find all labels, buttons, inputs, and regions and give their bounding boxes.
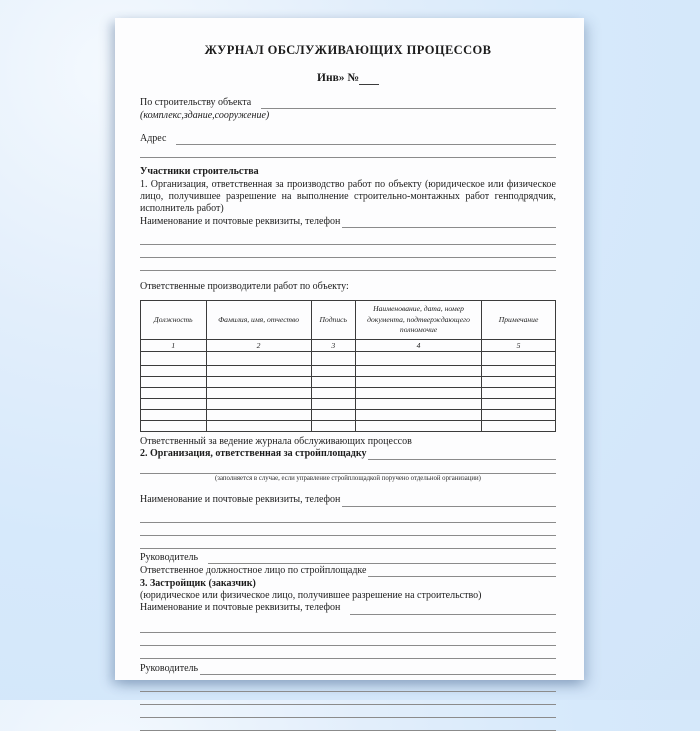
- responsible-producers-table: [140, 300, 556, 432]
- writing-line: [140, 633, 556, 646]
- field-name-requisites-2: [140, 494, 556, 506]
- table-row: [141, 351, 556, 365]
- table-cell-empty: [355, 387, 481, 398]
- field-address: [140, 133, 556, 145]
- writing-line: [140, 460, 556, 474]
- document-content: [115, 18, 584, 680]
- writing-line: [140, 536, 556, 549]
- field-name-requisites-3: [140, 602, 556, 614]
- table-cell-empty: [355, 420, 481, 431]
- table-cell-empty: [206, 409, 311, 420]
- table-cell-empty: [482, 420, 556, 431]
- table-cell-empty: [206, 376, 311, 387]
- table-cell-empty: [311, 398, 355, 409]
- table-cell-empty: [482, 376, 556, 387]
- writing-line: [140, 679, 556, 692]
- table-cell-empty: [206, 387, 311, 398]
- writing-line: [350, 604, 556, 615]
- table-cell-empty: [206, 420, 311, 431]
- section3-subtitle: (юридическое или физическое лицо, получившее разрешение на строительство): [140, 590, 482, 602]
- writing-line: [140, 705, 556, 718]
- field-name-requisites-label: Наименование и почтовые реквизиты, телефон: [140, 215, 341, 227]
- table-header-position: Должность: [141, 300, 207, 339]
- writing-line: [342, 496, 556, 507]
- field-official: [140, 565, 556, 577]
- inventory-number-blank: [359, 74, 379, 85]
- table-cell-empty: [482, 387, 556, 398]
- table-column-number: 5: [482, 339, 556, 351]
- table-header-signature: Подпись: [311, 300, 355, 339]
- section2-heading: 2. Организация, ответственная за стройплощадку: [140, 448, 367, 460]
- table-row: [141, 387, 556, 398]
- table-cell-empty: [206, 351, 311, 365]
- participants-heading: Участники строительства: [140, 165, 259, 177]
- table-cell-empty: [311, 409, 355, 420]
- table-row: [141, 420, 556, 431]
- table-cell-empty: [355, 409, 481, 420]
- field-object-subtitle: (комплекс,здание,сооружение): [140, 110, 270, 122]
- writing-line: [368, 449, 556, 460]
- table-cell-empty: [482, 351, 556, 365]
- table-cell-empty: [141, 365, 207, 376]
- table-row: [141, 376, 556, 387]
- table-column-numbers-row: [141, 339, 556, 351]
- table-row: [141, 409, 556, 420]
- table-caption: Ответственные производители работ по объекту:: [140, 280, 349, 292]
- writing-line: [200, 664, 556, 675]
- table-cell-empty: [141, 376, 207, 387]
- table-header-fullname: Фамилия, имя, отчество: [206, 300, 311, 339]
- writing-line: [261, 98, 556, 109]
- writing-line: [342, 217, 556, 228]
- field-leader-1: [140, 552, 556, 564]
- field-leader-2: [140, 663, 556, 675]
- section3-heading: 3. Застройщик (заказчик): [140, 578, 256, 590]
- writing-line: [208, 553, 556, 564]
- table-cell-empty: [311, 376, 355, 387]
- field-object-label: По строительству объекта: [140, 97, 252, 109]
- writing-line: [140, 718, 556, 731]
- writing-line: [140, 245, 556, 258]
- inventory-number: [140, 71, 556, 85]
- writing-line: [176, 134, 556, 145]
- field-leader-label: Руководитель: [140, 551, 199, 563]
- writing-line: [140, 523, 556, 536]
- table-cell-empty: [482, 409, 556, 420]
- table-cell-empty: [206, 365, 311, 376]
- table-cell-empty: [355, 376, 481, 387]
- table-cell-empty: [311, 387, 355, 398]
- section2-heading-row: [140, 448, 556, 460]
- table-cell-empty: [311, 351, 355, 365]
- field-leader-label: Руководитель: [140, 662, 199, 674]
- journal-keeper-label: Ответственный за ведение журнала обслуживающих процессов: [140, 435, 412, 447]
- table-column-number: 2: [206, 339, 311, 351]
- field-name-requisites-label: Наименование и почтовые реквизиты, телефон: [140, 494, 341, 506]
- table-column-number: 4: [355, 339, 481, 351]
- table-header-note: Примечание: [482, 300, 556, 339]
- writing-line: [140, 258, 556, 271]
- document-page: [115, 18, 584, 680]
- table-cell-empty: [355, 351, 481, 365]
- table-cell-empty: [311, 420, 355, 431]
- table-cell-empty: [141, 351, 207, 365]
- writing-line: [140, 620, 556, 633]
- table-row: [141, 365, 556, 376]
- writing-line: [140, 232, 556, 245]
- table-cell-empty: [355, 398, 481, 409]
- inventory-number-label: Инв» №: [317, 72, 359, 85]
- writing-line: [368, 566, 556, 577]
- field-address-label: Адрес: [140, 132, 167, 144]
- table-cell-empty: [141, 387, 207, 398]
- table-cell-empty: [141, 420, 207, 431]
- table-column-number: 3: [311, 339, 355, 351]
- table-cell-empty: [355, 365, 481, 376]
- table-empty-body: [141, 351, 556, 431]
- writing-line: [140, 145, 556, 158]
- table-row: [141, 398, 556, 409]
- table-header-row: [141, 300, 556, 339]
- field-official-label: Ответственное должностное лицо по стройплощадке: [140, 564, 367, 576]
- writing-line: [140, 646, 556, 659]
- table-cell-empty: [311, 365, 355, 376]
- table-cell-empty: [206, 398, 311, 409]
- table-cell-empty: [141, 398, 207, 409]
- table-column-number: 1: [141, 339, 207, 351]
- table-cell-empty: [482, 365, 556, 376]
- section2-note: (заполняется в случае, если управление стройплощадкой поручено отдельной организации): [215, 475, 481, 483]
- field-name-requisites-label: Наименование и почтовые реквизиты, телефон: [140, 602, 341, 614]
- table-cell-empty: [482, 398, 556, 409]
- table-cell-empty: [141, 409, 207, 420]
- writing-line: [140, 692, 556, 705]
- document-title: ЖУРНАЛ ОБСЛУЖИВАЮЩИХ ПРОЦЕССОВ: [204, 43, 492, 57]
- paragraph-organization: 1. Организация, ответственная за производство работ по объекту (юридическое или физическое лицо, получившее разрешение на выполнение строительно-монтажных работ генподрядчик, исполнитель работ): [140, 179, 556, 215]
- field-object: [140, 97, 556, 109]
- field-name-requisites-1: [140, 216, 556, 228]
- writing-line: [140, 510, 556, 523]
- table-header-document: Наименование, дата, номер документа, подтверждающего полномочие: [355, 300, 481, 339]
